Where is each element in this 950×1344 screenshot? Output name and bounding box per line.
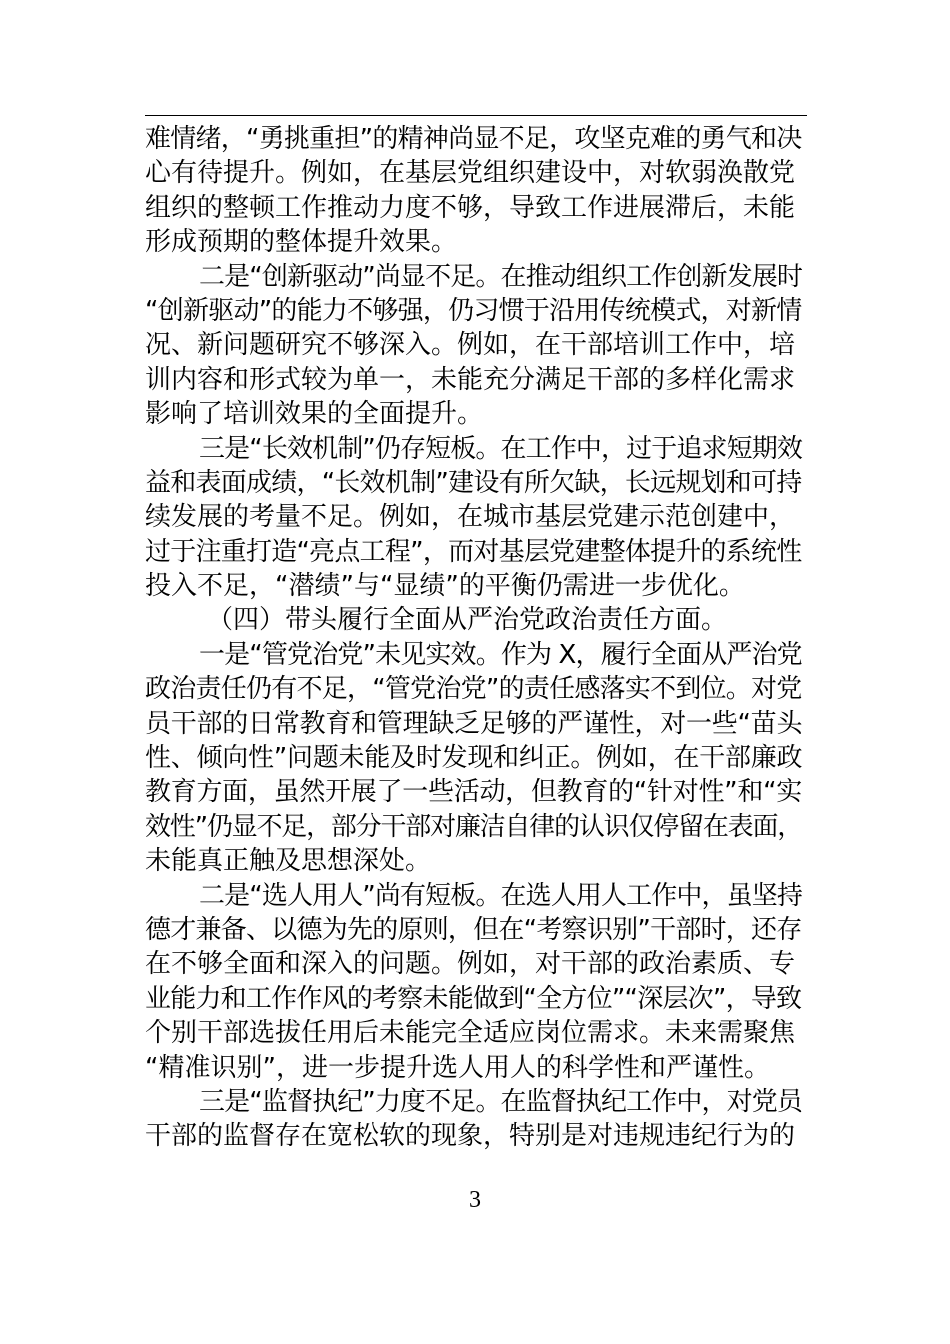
text-line: 二是“选人用人”尚有短板。在选人用人工作中，虽坚持 — [199, 880, 802, 911]
text-line: 二是“创新驱动”尚显不足。在推动组织工作创新发展时 — [199, 261, 802, 292]
text-line: 政治责任仍有不足，“管党治党”的责任感落实不到位。对党 — [145, 674, 802, 705]
text-line: 员干部的日常教育和管理缺乏足够的严谨性，对一些“苗头 — [145, 708, 803, 739]
text-line: 德才兼备、以德为先的原则，但在“考察识别”干部时，还存 — [145, 914, 802, 945]
text-line: 过于注重打造“亮点工程”，而对基层党建整体提升的系统性 — [145, 536, 802, 567]
text-line: 在不够全面和深入的问题。例如，对干部的政治素质、专 — [145, 949, 796, 980]
text-line: 续发展的考量不足。例如，在城市基层党建示范创建中， — [145, 502, 796, 533]
section-heading: （四）带头履行全面从严治党政治责任方面。 — [207, 605, 728, 636]
text-line: 组织的整顿工作推动力度不够，导致工作进展滞后，未能 — [145, 192, 796, 223]
text-line: 性、倾向性”问题未能及时发现和纠正。例如，在干部廉政 — [145, 743, 803, 774]
text-line: 干部的监督存在宽松软的现象，特别是对违规违纪行为的 — [145, 1121, 796, 1152]
text-line: 影响了培训效果的全面提升。 — [145, 399, 484, 430]
text-line: 三是“监督执纪”力度不足。在监督执纪工作中，对党员 — [199, 1086, 802, 1117]
text-line: 训内容和形式较为单一，未能充分满足干部的多样化需求 — [145, 364, 796, 395]
text-line: 况、新问题研究不够深入。例如，在干部培训工作中，培 — [145, 330, 796, 361]
text-line: 投入不足，“潜绩”与“显绩”的平衡仍需进一步优化。 — [145, 571, 745, 602]
text-line: 教育方面，虽然开展了一些活动，但教育的“针对性”和“实 — [145, 777, 803, 808]
header-rule — [145, 115, 807, 116]
text-line: 个别干部选拔任用后未能完全适应岗位需求。未来需聚焦 — [145, 1018, 796, 1049]
text-line: 业能力和工作作风的考察未能做到“全方位”“深层次”，导致 — [145, 983, 802, 1014]
text-line: 难情绪，“勇挑重担”的精神尚显不足，攻坚克难的勇气和决 — [145, 124, 802, 154]
text-line: 一是“管党治党”未见实效。作为 X，履行全面从严治党 — [199, 639, 802, 670]
text-line: 心有待提升。例如，在基层党组织建设中，对软弱涣散党 — [145, 158, 796, 189]
text-line: 形成预期的整体提升效果。 — [145, 227, 458, 258]
text-line: 益和表面成绩，“长效机制”建设有所欠缺，长远规划和可持 — [145, 467, 802, 498]
text-line: 效性”仍显不足，部分干部对廉洁自律的认识仅停留在表面， — [145, 811, 803, 842]
text-line: “创新驱动”的能力不够强，仍习惯于沿用传统模式，对新情 — [145, 295, 802, 326]
page-number: 3 — [469, 1187, 481, 1213]
text-line: “精准识别”，进一步提升选人用人的科学性和严谨性。 — [145, 1052, 770, 1083]
text-line: 三是“长效机制”仍存短板。在工作中，过于追求短期效 — [199, 433, 802, 464]
body-text — [145, 122, 807, 1154]
text-line: 未能真正触及思想深处。 — [145, 846, 432, 877]
